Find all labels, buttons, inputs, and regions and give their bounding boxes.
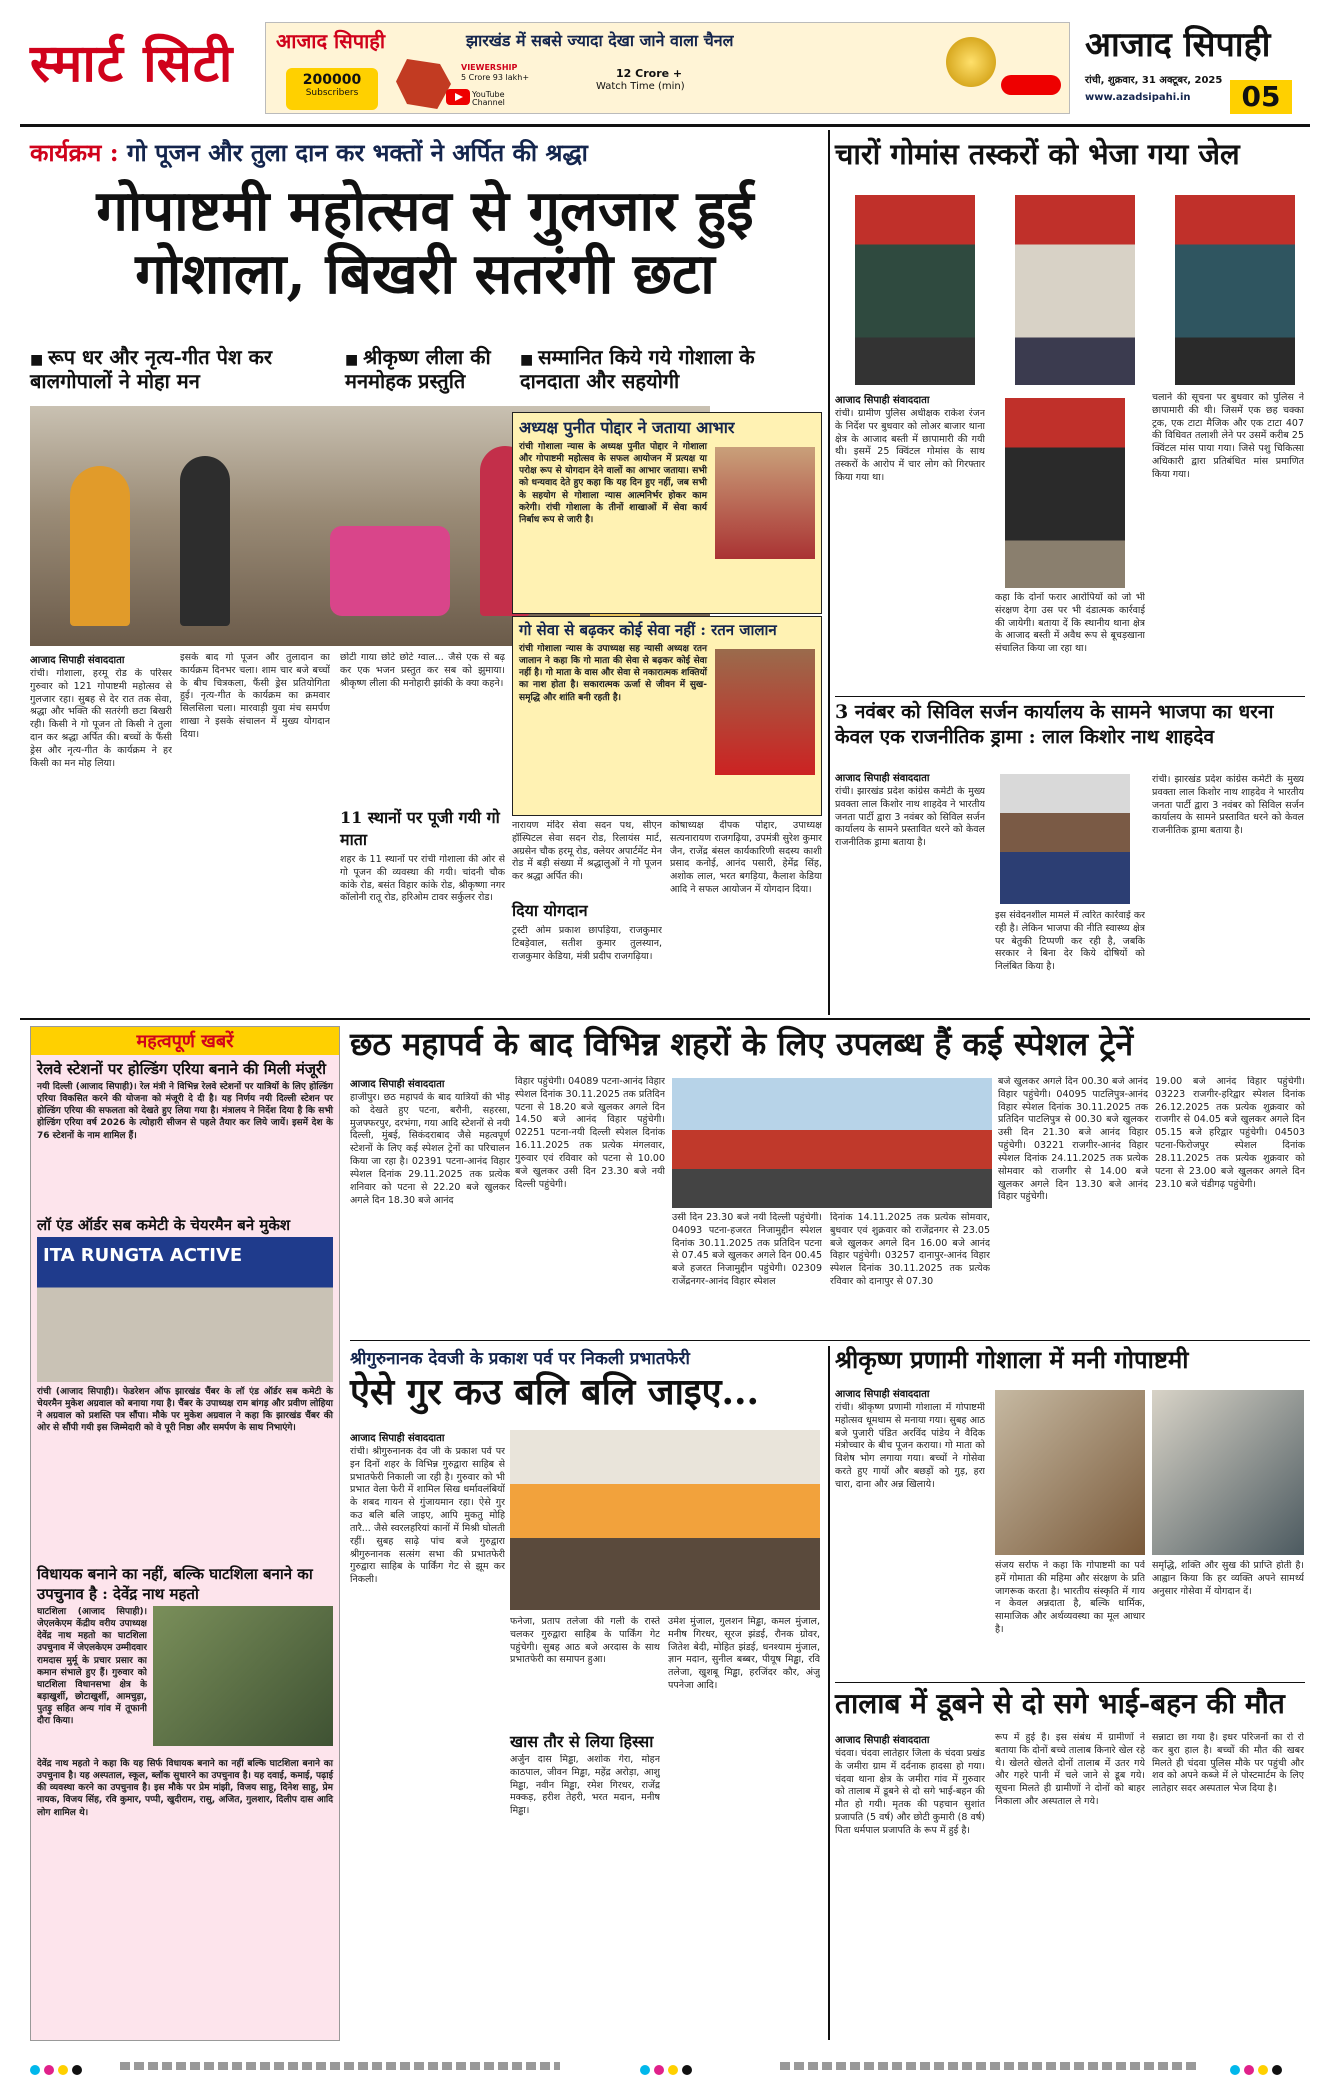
lead-kicker bbox=[30, 136, 820, 169]
kicker-label: कार्यक्रम : bbox=[30, 138, 119, 167]
guru-byline: आजाद सिपाही संवाददाता bbox=[350, 1433, 445, 1444]
krishna-body-1: रांची। श्रीकृष्ण प्रणामी गोशाला में गोपाष्टमी महोत्सव धूमधाम से मनाया गया। सुबह आठ बजे पुजारी पंडित अरविंद पांडेय ने वैदिक मंत्रोच्चार के बीच पूजन कराया। गो माता को विशेष भोग लगाया गया। बच्चों ने गोसेवा करते हुए गायों और बछड़ों को गुड़, हरा चारा, दाना और अन्न खिलाये। bbox=[835, 1402, 985, 1490]
kicker-text: गो पूजन और तुला दान कर भक्तों ने अर्पित की श्रद्धा bbox=[126, 138, 588, 167]
bjp-body-3: रांची। झारखंड प्रदेश कांग्रेस कमेटी के मुख्य प्रवक्ता लाल किशोर नाथ शाहदेव ने भारतीय जनता पार्टी द्वारा 3 नवंबर को सिविल सर्जन कार्यालय के सामने प्रस्तावित धरने को केवल राजनीतिक ड्रामा बताया है। bbox=[1152, 774, 1304, 837]
viewership-value: 5 Crore 93 lakh+ bbox=[461, 73, 530, 82]
subscribers-badge bbox=[286, 68, 378, 110]
railway-headline: रेलवे स्टेशनों पर होल्डिंग एरिया बनाने की मिली मंजूरी bbox=[37, 1060, 327, 1078]
guru-body-3: अर्जुन दास मिड्ढा, अशोक गेरा, मोहन काठपाल, जीवन मिड्ढा, महेंद्र अरोड़ा, आशु मिड्ढा, नवीन मिड्ढा, रमेश गिरधर, राजेंद्र मक्कड़, हरीश तेहरी, भरत मदान, मनीष मिड्ढा। bbox=[510, 1754, 660, 1817]
avatar-ratan bbox=[715, 649, 815, 775]
guru-body-2: फनेजा, प्रताप तलेजा की गली के रास्ते चलकर गुरुद्वारा साहिब के पार्किंग गेट पहुंचेगी। सुबह आठ बजे अरदास के साथ प्रभातफेरी का समापन हुआ। bbox=[510, 1616, 660, 1666]
mukesh-photo bbox=[37, 1237, 333, 1382]
map-graphic bbox=[396, 59, 451, 109]
lead-body-2: इसके बाद गो पूजन और तुलादान का कार्यक्रम दिनभर चला। शाम चार बजे बच्चों के बीच चित्रकला, फैंसी ड्रेस प्रतियोगिता हुई। नृत्य-गीत के कार्यक्रम का क्रमवार सिलसिला चला। मारवाड़ी युवा मंच समर्पण शाखा ने इसके संचालन में मुख्य योगदान दिया। bbox=[180, 652, 330, 740]
jail-body-1: रांची। ग्रामीण पुलिस अधीक्षक राकेश रंजन के निर्देश पर बुधवार को लोअर बाजार थाना क्षेत्र के आजाद बस्ती में छापामारी की गयी थी। इसमें 25 क्विंटल गोमांस के साथ तस्करों के आरोप में चार लोग को गिरफ्तार किया गया था। bbox=[835, 408, 985, 484]
points-subhead: 11 स्थानों पर पूजी गयी गो माता bbox=[340, 808, 500, 849]
pond-headline: तालाब में डूबने से दो सगे भाई-बहन की मौत bbox=[835, 1687, 1285, 1720]
watch-time: 12 Crore + bbox=[616, 67, 683, 80]
subscribe-button[interactable] bbox=[1001, 75, 1061, 95]
krishna-body-3: समृद्धि, शक्ति और सुख की प्राप्ति होती है। आह्वान किया कि हर व्यक्ति अपने सामर्थ्य अनुसार गोसेवा में योगदान दें। bbox=[1152, 1560, 1304, 1597]
guru-headline: ऐसे गुर कउ बलि बलि जाइए... bbox=[350, 1371, 760, 1413]
section-title: स्मार्ट सिटी bbox=[30, 33, 234, 94]
mukesh-headline: लॉ एंड ऑर्डर सब कमेटी के चेयरमैन बने मुकेश bbox=[37, 1216, 291, 1234]
jail-body-3: चलाने की सूचना पर बुधवार को पुलिस ने छापामारी की थी। जिसमें एक छह चक्का ट्रक, एक टाटा मैजिक और एक टाटा 407 की विधिवत तलाशी लेने पर उसमें करीब 25 क्विंटल मांस पाया गया। जिसे पशु चिकित्सा अधिकारी द्वारा प्रतिबंधित मांस प्रमाणित किया गया। bbox=[1152, 392, 1304, 480]
trains-body-5: बजे खुलकर अगले दिन 00.30 बजे आनंद विहार पहुंचेगी। 04095 पाटलिपुत्र-आनंद विहार स्पेशल दिनांक 30.11.2025 तक प्रतिदिन पाटलिपुत्र से 00.30 बजे खुलकर उसी दिन 21.30 बजे आनंद विहार पहुंचेगी। 03221 राजगीर-आनंद विहार स्पेशल दिनांक 24.11.2025 तक प्रत्येक सोमवार को राजगीर से 14.00 बजे खुलकर अगले दिन 13.30 बजे आनंद विहार पहुंचेगी। bbox=[998, 1076, 1148, 1203]
mukesh-body: रांची (आजाद सिपाही)। फेडरेशन ऑफ झारखंड चैंबर के लॉ एंड ऑर्डर सब कमेटी के चेयरमैन मुकेश अग्रवाल को बनाया गया है। चैंबर के उपाध्यक्ष राम बांगड़ और प्रवीण लोहिया ने अग्रवाल को प्रशस्ति पत्र सौंपा। मौके पर मुकेश अग्रवाल ने कहा कि झारखंड चैंबर की ओर से सौंपी गयी इस जिम्मेदारी को वे पूरी निष्ठा और समर्पण के साथ निभाएंगे। bbox=[37, 1387, 333, 1434]
krishna-byline: आजाद सिपाही संवाददाता bbox=[835, 1389, 930, 1400]
milestone-medal bbox=[946, 37, 996, 87]
guru-sub: खास तौर से लिया हिस्सा bbox=[510, 1732, 654, 1751]
guru-photo bbox=[510, 1430, 820, 1610]
mukesh-photo-caption: ITA RUNGTA ACTIVE bbox=[43, 1245, 243, 1266]
trains-headline: छठ महापर्व के बाद विभिन्न शहरों के लिए उपलब्ध हैं कई स्पेशल ट्रेनें bbox=[350, 1025, 1134, 1063]
important-news bbox=[30, 1026, 340, 2041]
trains-body-4: दिनांक 14.11.2025 तक प्रत्येक सोमवार, बुधवार एवं शुक्रवार को राजेंद्रनगर से 23.05 बजे खुलकर अगले दिन 16.00 बजे आनंद विहार पहुंचेगी। 03257 दानापुर-आनंद विहार स्पेशल दिनांक 30.11.2025 तक प्रत्येक रविवार को दानापुर से 07.30 bbox=[830, 1212, 990, 1288]
quote-2-body: रांची गोशाला न्यास के उपाध्यक्ष सह न्यासी अध्यक्ष रतन जालान ने कहा कि गो माता की सेवा से बढ़कर कोई सेवा नहीं है। गो माता के वास और सेवा से नकारात्मक शक्तियों का नाश होता है। सकारात्मक ऊर्जा से जीवन में सुख-समृद्धि और शांति बनी रहती है। bbox=[519, 644, 707, 703]
lead-subhead-1: ■ रूप धर और नृत्य-गीत पेश कर बालगोपालों ने मोहा मन bbox=[30, 345, 330, 393]
bjp-avatar bbox=[1000, 774, 1130, 904]
trains-body-6: 19.00 बजे आनंद विहार पहुंचेगी। 03223 राजगीर-हरिद्वार स्पेशल दिनांक 26.12.2025 तक प्रत्येक शुक्रवार को राजगीर से 04.05 बजे खुलकर अगले दिन 05.15 बजे हरिद्वार पहुंचेगी। 04503 पटना-फिरोजपुर स्पेशल दिनांक 28.11.2025 तक प्रत्येक शुक्रवार को पटना से 23.00 बजे खुलकर अगले दिन 23.10 बजे चंडीगढ़ पहुंचेगी। bbox=[1155, 1076, 1305, 1190]
jail-col-1 bbox=[835, 392, 985, 692]
color-registration-center bbox=[640, 2060, 696, 2079]
guru-body-1: रांची। श्रीगुरुनानक देव जी के प्रकाश पर्व पर इन दिनों शहर के विभिन्न गुरुद्वारा साहिब से प्रभातफेरी निकाली जा रही है। गुरुवार को भी प्रभात वेला फेरी में शामिल सिख धर्मावलंबियों के शबद गायन से गुंजायमान रहा। ऐसे गुर कउ बलि बलि जाइए, आपि मुकतु मोहि तारै... जैसे स्वरलहरियां कानों में मिश्री घोलती रहीं। सुबह साढ़े पांच बजे गुरुद्वारा श्रीगुरुनानक सत्संग सभा की प्रभातफेरी गुरुद्वारा साहिब के पार्किंग गेट से झूम कर निकली। bbox=[350, 1446, 505, 1586]
trains-col-1 bbox=[350, 1076, 510, 1336]
trains-byline: आजाद सिपाही संवाददाता bbox=[350, 1079, 445, 1090]
color-registration-left bbox=[30, 2060, 86, 2079]
quill-icon bbox=[1150, 55, 1164, 61]
pond-byline: आजाद सिपाही संवाददाता bbox=[835, 1735, 930, 1746]
guru-body-4: उमेश मुंजाल, गुलशन मिड्ढा, कमल मुंजाल, मनीष गिरधर, सूरज झंडई, रौनक ग्रोवर, जितेश बेदी, मोहित झंडई, धनश्याम मुंजाल, ज्ञान मदान, सुनील बब्बर, पीयूष मिड्ढा, रवि तलेजा, खुशबू मिड्ढा, हरजिंदर कौर, अंजु पपनेजा आदि। bbox=[668, 1616, 820, 1692]
lead-body-6: ट्रस्टी ओम प्रकाश छापड़िया, राजकुमार टिबड़ेवाल, सतीश कुमार तुलस्यान, राजकुमार केडिया, मंत्री प्रदीप राजगढ़िया। bbox=[512, 925, 662, 962]
lead-col-1 bbox=[30, 652, 172, 1012]
ghatshila-photo bbox=[153, 1606, 333, 1746]
jail-byline: आजाद सिपाही संवाददाता bbox=[835, 395, 930, 406]
pond-col-1 bbox=[835, 1732, 985, 2040]
pond-body-3: सन्नाटा छा गया है। इधर परिजनों का रो रो कर बुरा हाल है। बच्चों की मौत की खबर मिलते ही चंदवा पुलिस मौके पर पहुंची और शव को अपने कब्जे में ले पोस्टमार्टम के लिए लातेहार सदर अस्पताल भेज दिया है। bbox=[1152, 1732, 1304, 1795]
important-heading: महत्वपूर्ण खबरें bbox=[31, 1027, 339, 1055]
website-url: www.azadsipahi.in bbox=[1085, 92, 1191, 103]
dateline: रांची, शुक्रवार, 31 अक्टूबर, 2025 bbox=[1085, 75, 1223, 86]
watch-time-label: Watch Time (min) bbox=[596, 81, 685, 92]
quote-1-body: रांची गोशाला न्यास के अध्यक्ष पुनीत पोद्दार ने गोशाला और गोपाष्टमी महोत्सव के सफल आयोजन में प्रत्यक्ष या परोक्ष रूप से योगदान देने वालों का आभार जताया। सभी को धन्यवाद देते हुए कहा कि यह दिन हुए नहीं, जब सभी के सहयोग से गोशाला न्यास आत्मनिर्भर होकर काम करेगी। रांची गोशाला के तीनों शाखाओं में सेवा कार्य निर्बाध रूप से जारी है। bbox=[519, 442, 707, 525]
lead-col-3 bbox=[340, 652, 505, 1012]
railway-body: नयी दिल्ली (आजाद सिपाही)। रेल मंत्री ने विभिन्न रेलवे स्टेशनों पर यात्रियों के लिए होल्डिंग एरिया विकसित करने की योजना को मंजूरी दे दी है। यह निर्णय नयी दिल्ली स्टेशन पर होल्डिंग एरिया की सफलता को देखते हुए लिया गया है। मंत्रालय ने निर्देश दिया है कि सभी होल्डिंग एरिया वर्ष 2026 के त्योहारी सीजन से पहले तैयार कर लिये जायें। इसमें देश के 76 स्टेशनों के नाम शामिल हैं। bbox=[37, 1082, 333, 1141]
krishna-body-2: संजय सर्राफ ने कहा कि गोपाष्टमी का पर्व हमें गोमाता की महिमा और संरक्षण के प्रति जागरूक करता है। भारतीय संस्कृति में गाय न केवल अन्नदाता है, बल्कि धार्मिक, सामाजिक और अर्थव्यवस्था का मूल आधार है। bbox=[995, 1560, 1145, 1636]
color-registration-right bbox=[1230, 2060, 1286, 2079]
krishna-headline: श्रीकृष्ण प्रणामी गोशाला में मनी गोपाष्टमी bbox=[835, 1345, 1189, 1374]
lead-body-4: शहर के 11 स्थानों पर रांची गोशाला की ओर से गो पूजन की व्यवस्था की गयी। चांदनी चौक कांके रोड, बसंत विहार कांके रोड, श्रीकृष्णा नगर कॉलोनी रातू रोड, हरिओम टावर सर्कुलर रोड। bbox=[340, 854, 505, 904]
pond-body-1: चंदवा। चंदवा लातेहार जिला के चंदवा प्रखंड के जमीरा ग्राम में दर्दनाक हादसा हो गया। चंदवा थाना क्षेत्र के जमीरा गांव में गुरुवार को तालाब में डूबने से दो सगे भाई-बहन की मौत हो गयी। मृतक की पहचान सुशांत प्रजापति (5 वर्ष) और छोटी कुमारी (8 वर्ष) पिता धर्मपाल प्रजापति के रूप में हुई है। bbox=[835, 1748, 985, 1836]
page-number: 05 bbox=[1230, 80, 1292, 114]
masthead: आजाद सिपाही bbox=[1085, 25, 1271, 65]
subscribers-label: Subscribers bbox=[305, 88, 359, 98]
quote-box-2 bbox=[512, 616, 822, 816]
trains-body-3: उसी दिन 23.30 बजे नयी दिल्ली पहुंचेगी। 04093 पटना-हजरत निजामुद्दीन स्पेशल दिनांक 30.11.2025 तक प्रतिदिन पटना से 07.45 बजे खुलकर अगले दिन 00.45 बजे हजरत निजामुद्दीन पहुंचेगी। 02309 राजेंद्रनगर-आनंद विहार स्पेशल bbox=[672, 1212, 822, 1288]
bjp-body-1: रांची। झारखंड प्रदेश कांग्रेस कमेटी के मुख्य प्रवक्ता लाल किशोर नाथ शाहदेव ने भारतीय जनता पार्टी द्वारा 3 नवंबर को सिविल सर्जन कार्यालय के सामने प्रस्तावित धरने को केवल राजनीतिक ड्रामा बताया है। bbox=[835, 786, 985, 849]
subscribers-count: 200000 bbox=[302, 72, 362, 88]
krishna-photo-1 bbox=[995, 1390, 1145, 1555]
footer-bar-right bbox=[780, 2062, 1200, 2070]
quote-2-title: गो सेवा से बढ़कर कोई सेवा नहीं : रतन जालान bbox=[519, 621, 777, 639]
ghatshila-body-2: देवेंद्र नाथ महतो ने कहा कि यह सिर्फ विधायक बनाने का नहीं बल्कि घाटशिला बनाने का उपचुनाव है। यह अस्पताल, स्कूल, ब्लॉक सुधारने का उपचुनाव है। यह दवाई, कमाई, पढ़ाई की व्यवस्था करने का उपचुनाव है। इस मौके पर प्रेम मांझी, विजय साहू, दिनेश साहू, प्रेम नायक, विजय सिंह, रवि कुमार, पप्पी, खुदीराम, रासु, अजित, गुलशार, दिलीप दास आदि लोग शामिल थे। bbox=[37, 1759, 333, 1818]
trains-body-2: विहार पहुंचेगी। 04089 पटना-आनंद विहार स्पेशल दिनांक 30.11.2025 तक प्रतिदिन पटना से 18.20 बजे खुलकर अगले दिन 14.50 बजे आनंद विहार पहुंचेगी। 02251 पटना-नयी दिल्ली स्पेशल दिनांक 16.11.2025 तक प्रत्येक मंगलवार, गुरुवार एवं रविवार को पटना से 10.00 बजे खुलकर उसी दिन 23.30 बजे नयी दिल्ली पहुंचेगी। bbox=[515, 1076, 665, 1190]
jail-headline: चारों गोमांस तस्करों को भेजा गया जेल bbox=[835, 137, 1240, 171]
guru-col-1 bbox=[350, 1430, 505, 2040]
footer-bar-left bbox=[120, 2062, 560, 2070]
lead-byline: आजाद सिपाही संवाददाता bbox=[30, 655, 125, 666]
ghatshila-headline: विधायक बनाने का नहीं, बल्कि घाटशिला बनाने का उपचुनाव है : देवेंद्र नाथ महतो bbox=[37, 1565, 313, 1603]
banner-brand: आजाद सिपाही bbox=[276, 29, 386, 53]
trains-body-1: हाजीपुर। छठ महापर्व के बाद यात्रियों की भीड़ को देखते हुए पटना, बरौनी, सहरसा, मुजफ्फरपुर, दरभंगा, गया आदि स्टेशनों से नयी दिल्ली, मुंबई, सिकंदराबाद जैसे महत्वपूर्ण स्टेशनों के लिए कई स्पेशल ट्रेनों का परिचालन किया जा रहा है। 02391 पटना-आनंद विहार स्पेशल दिनांक 29.11.2025 तक प्रत्येक शनिवार को पटना से 22.20 बजे खुलकर अगले दिन 18.30 बजे आनंद bbox=[350, 1092, 510, 1206]
banner-tagline: झारखंड में सबसे ज्यादा देखा जाने वाला चैनल bbox=[466, 31, 734, 50]
channel-banner bbox=[265, 22, 1070, 114]
pond-body-2: रूप में हुई है। इस संबंध में ग्रामीणों ने बताया कि दोनों बच्चे तालाब किनारे खेल रहे थे। खेलते खेलते दोनों तालाब में उतर गये और गहरे पानी में चले जाने से डूब गये। सूचना मिलते ही ग्रामीणों ने दोनों को बाहर निकाला और अस्पताल ले गये। bbox=[995, 1732, 1145, 1808]
lead-body-3: छोटी गाया छोटे छोटे ग्वाल... जैसे एक से बढ़ कर एक भजन प्रस्तुत कर सब को झुमाया। श्रीकृष्ण लीला की मनोहारी झांकी के क्या कहने। bbox=[340, 652, 505, 689]
youtube-label: YouTube Channel bbox=[472, 90, 505, 107]
krishna-photo-2 bbox=[1152, 1390, 1304, 1555]
lead-body-5: नारायण मंदिर सेवा सदन पथ, सीएन हॉस्पिटल सेवा सदन रोड, रिलायंस मार्ट, अग्रसेन चौक हरमू रोड, क्लेयर अपार्टमेंट मेन रोड में बड़ी संख्या में श्रद्धालुओं ने गो पूजन कर श्रद्धा अर्पित की। bbox=[512, 820, 662, 883]
bjp-body-2: इस संवेदनशील मामले में त्वरित कार्रवाई कर रही है। लेकिन भाजपा की नीति स्वास्थ्य क्षेत्र पर बेतुकी टिप्पणी कर रही है, जबकि सरकार ने बिना देर किये दोषियों को निलंबित किया है। bbox=[995, 910, 1145, 973]
train-photo bbox=[672, 1078, 992, 1208]
viewership-label: VIEWERSHIP bbox=[461, 63, 518, 72]
guru-kicker: श्रीगुरुनानक देवजी के प्रकाश पर्व पर निकली प्रभातफेरी bbox=[350, 1349, 690, 1369]
lead-headline: गोपाष्टमी महोत्सव से गुलजार हुई गोशाला, बिखरी सतरंगी छटा bbox=[96, 178, 754, 307]
lead-body-7: कोषाध्यक्ष दीपक पोद्दार, उपाध्यक्ष सत्यनारायण राजगढ़िया, उपमंत्री सुरेश कुमार जैन, राजेंद्र बंसल कार्यकारिणी सदस्य काशी प्रसाद कनोई, आनंद पसारी, हेमेंद्र सिंह, अशोक लाल, भरत बगड़िया, कैलाश केडिया आदि ने सफल आयोजन में योगदान दिया। bbox=[670, 820, 822, 896]
bjp-col-1 bbox=[835, 770, 985, 1015]
quote-1-title: अध्यक्ष पुनीत पोद्दार ने जताया आभार bbox=[519, 418, 735, 437]
avatar-punit bbox=[715, 447, 815, 559]
jail-photo-4 bbox=[1005, 398, 1125, 588]
quote-box-1 bbox=[512, 412, 822, 614]
lead-subhead-3: ■ सम्मानित किये गये गोशाला के दानदाता और सहयोगी bbox=[520, 345, 820, 393]
bjp-headline: 3 नवंबर को सिविल सर्जन कार्यालय के सामने भाजपा का धरना केवल एक राजनीतिक ड्रामा : लाल किशोर नाथ शाहदेव bbox=[835, 701, 1274, 748]
yoga-subhead: दिया योगदान bbox=[512, 901, 588, 920]
lead-col-4 bbox=[512, 820, 662, 1010]
bjp-byline: आजाद सिपाही संवाददाता bbox=[835, 773, 930, 784]
lead-body-1: रांची। गोशाला, हरमू रोड के परिसर गुरुवार को 121 गोपाष्टमी महोत्सव से गुलजार रहा। सुबह से देर रात तक सेवा, श्रद्धा और भक्ति की सतरंगी छटा बिखरी रही। किसी ने गो पूजन तो किसी ने तुला दान कर श्रद्धा अर्पित की। बच्चों के फैंसी ड्रेस और नृत्य-गीत के कार्यक्रम ने हर किसी का मन मोह लिया। bbox=[30, 668, 172, 769]
youtube-icon bbox=[446, 89, 470, 105]
krishna-col-1 bbox=[835, 1386, 985, 1676]
jail-photos bbox=[835, 190, 1305, 390]
lead-subhead-2: ■ श्रीकृष्ण लीला की मनमोहक प्रस्तुति bbox=[345, 345, 505, 393]
jail-body-2: कहा कि दोनों फरार आरोपियों को जो भी संरक्षण देगा उस पर भी दंडात्मक कार्रवाई की जायेगी। बताया दें कि स्थानीय थाना क्षेत्र के आजाद बस्ती में अवैध रूप से बूचड़खाना संचालित किया जा रहा था। bbox=[995, 592, 1145, 655]
ghatshila-body-1: घाटशिला (आजाद सिपाही)। जेएलकेएम केंद्रीय वरीय उपाध्यक्ष देवेंद्र नाथ महतो का घाटशिला उपचुनाव में जेएलकेएम उम्मीदवार रामदास मुर्मू के प्रचार प्रसार का कमान संभाले हुए हैं। गुरुवार को घाटशिला विधानसभा क्षेत्र के बड़ाखुर्शी, छोटाखुर्शी, आमचुड़ा, पुतड़ु सहित अन्य गांव में तूफानी दौरा किया। bbox=[37, 1607, 147, 1727]
